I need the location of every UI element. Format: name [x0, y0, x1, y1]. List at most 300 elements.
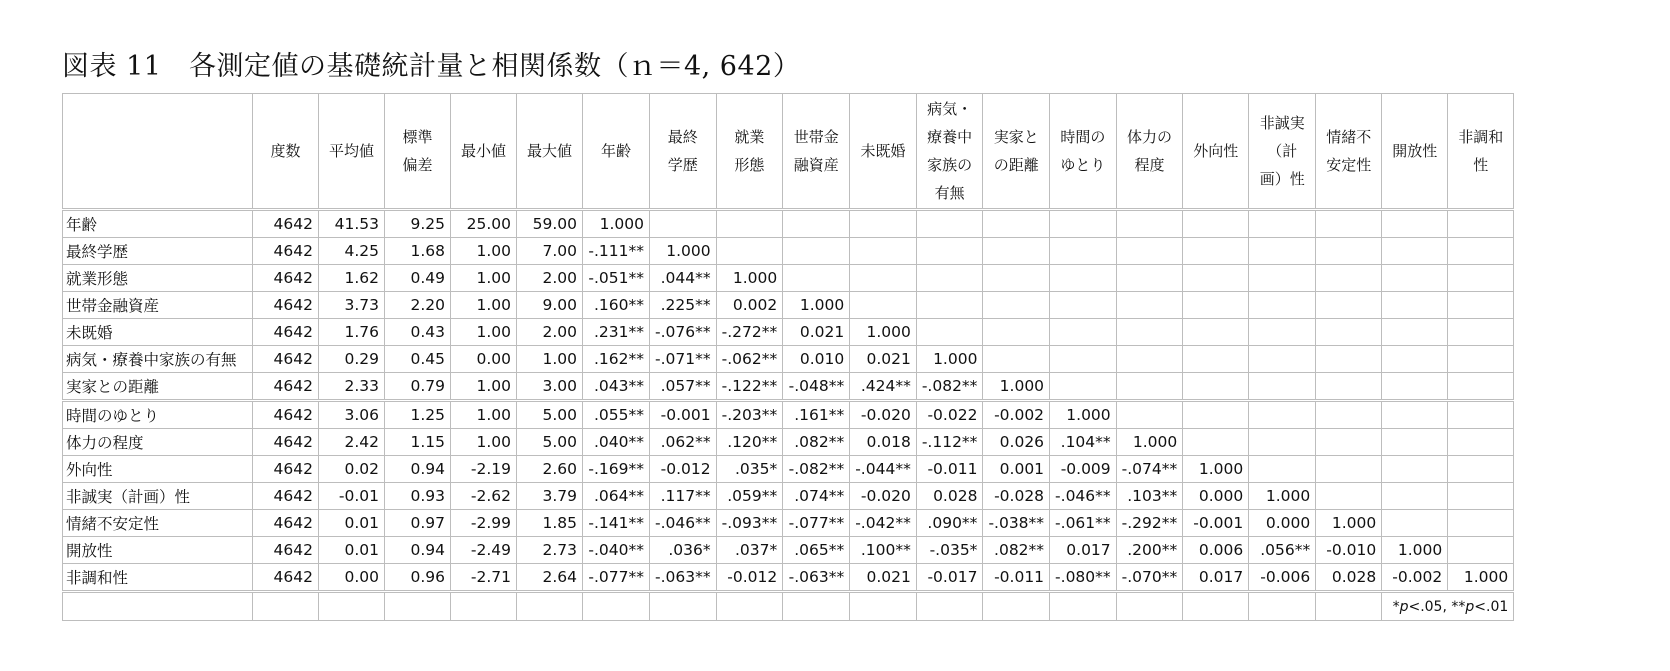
table-cell: 1.000 [583, 210, 650, 238]
row-label: 実家との距離 [63, 373, 253, 401]
table-cell: -2.49 [451, 537, 517, 564]
table-cell: .090** [916, 510, 983, 537]
table-cell [1183, 373, 1249, 401]
table-cell [850, 238, 917, 265]
table-cell: -2.19 [451, 456, 517, 483]
table-cell [983, 346, 1050, 373]
table-cell: -.040** [583, 537, 650, 564]
table-cell: 0.00 [319, 564, 385, 592]
empty-cell [1316, 592, 1382, 621]
table-row [63, 292, 1514, 319]
table-cell: -.035* [916, 537, 983, 564]
table-cell [1116, 346, 1183, 373]
table-cell: -.082** [783, 456, 850, 483]
table-cell: 2.73 [517, 537, 583, 564]
table-cell: 4642 [253, 456, 319, 483]
table-row [63, 510, 1514, 537]
table-cell: 1.000 [1448, 564, 1514, 592]
column-header: 世帯金 融資産 [783, 94, 850, 210]
table-cell: -.203** [716, 401, 783, 429]
row-label: 最終学歴 [63, 238, 253, 265]
table-cell: 1.000 [1249, 483, 1316, 510]
table-cell [1382, 373, 1448, 401]
table-cell [1249, 210, 1316, 238]
table-cell: 1.00 [451, 319, 517, 346]
table-cell: 0.018 [850, 429, 917, 456]
table-cell: 0.01 [319, 537, 385, 564]
table-cell: 3.79 [517, 483, 583, 510]
table-cell [1448, 373, 1514, 401]
table-cell: .161** [783, 401, 850, 429]
row-label: 年齢 [63, 210, 253, 238]
table-cell: 4642 [253, 292, 319, 319]
table-row [63, 564, 1514, 592]
table-cell: 2.60 [517, 456, 583, 483]
table-cell: 0.00 [451, 346, 517, 373]
table-cell: .162** [583, 346, 650, 373]
table-cell: -0.020 [850, 401, 917, 429]
table-cell [983, 210, 1050, 238]
table-cell: .082** [983, 537, 1050, 564]
table-cell: -.292** [1116, 510, 1183, 537]
table-cell [1183, 319, 1249, 346]
row-label: 情緒不安定性 [63, 510, 253, 537]
table-row [63, 483, 1514, 510]
table-cell [1382, 238, 1448, 265]
table-cell: 1.00 [451, 238, 517, 265]
table-cell [1448, 319, 1514, 346]
header-corner [63, 94, 253, 210]
table-cell: .057** [650, 373, 717, 401]
table-cell: .064** [583, 483, 650, 510]
table-cell [1249, 456, 1316, 483]
empty-cell [983, 592, 1050, 621]
table-cell [1183, 238, 1249, 265]
table-cell [1316, 456, 1382, 483]
table-cell: 0.021 [850, 564, 917, 592]
empty-cell [1116, 592, 1183, 621]
table-cell: -.169** [583, 456, 650, 483]
table-cell [1183, 265, 1249, 292]
table-cell: -.063** [783, 564, 850, 592]
empty-cell [850, 592, 917, 621]
table-cell [916, 210, 983, 238]
table-cell: 4642 [253, 537, 319, 564]
table-cell [1116, 401, 1183, 429]
table-cell [1249, 238, 1316, 265]
table-cell [1116, 319, 1183, 346]
table-cell [1382, 401, 1448, 429]
table-cell: 3.73 [319, 292, 385, 319]
table-cell: -2.99 [451, 510, 517, 537]
table-cell: .037* [716, 537, 783, 564]
table-cell [1448, 456, 1514, 483]
table-cell: .062** [650, 429, 717, 456]
table-cell: 0.79 [385, 373, 451, 401]
empty-cell [783, 592, 850, 621]
table-cell: 0.002 [716, 292, 783, 319]
table-cell [1448, 238, 1514, 265]
table-cell: .104** [1050, 429, 1117, 456]
empty-cell [650, 592, 717, 621]
table-cell [1448, 510, 1514, 537]
table-row [63, 401, 1514, 429]
table-cell: 0.010 [783, 346, 850, 373]
table-cell [1448, 346, 1514, 373]
table-cell: .059** [716, 483, 783, 510]
table-cell: 0.021 [850, 346, 917, 373]
empty-cell [253, 592, 319, 621]
table-cell [1050, 210, 1117, 238]
table-cell: .035* [716, 456, 783, 483]
table-cell [916, 265, 983, 292]
table-cell: 0.01 [319, 510, 385, 537]
table-cell [1249, 429, 1316, 456]
table-cell [1116, 292, 1183, 319]
table-cell: -.048** [783, 373, 850, 401]
empty-cell [451, 592, 517, 621]
table-cell: .200** [1116, 537, 1183, 564]
table-cell [850, 292, 917, 319]
table-cell: 0.000 [1183, 483, 1249, 510]
row-label: 非誠実（計画）性 [63, 483, 253, 510]
header-row [63, 94, 1514, 210]
table-cell [1448, 292, 1514, 319]
table-cell: 1.85 [517, 510, 583, 537]
column-header: 非誠実 （計 画）性 [1249, 94, 1316, 210]
table-cell: 0.017 [1050, 537, 1117, 564]
statistics-table [62, 93, 1514, 621]
table-cell: -0.009 [1050, 456, 1117, 483]
table-cell [1050, 292, 1117, 319]
table-cell [1382, 510, 1448, 537]
table-cell [783, 238, 850, 265]
table-cell: 0.02 [319, 456, 385, 483]
table-row [63, 346, 1514, 373]
table-cell [783, 210, 850, 238]
column-header: 時間の ゆとり [1050, 94, 1117, 210]
column-header: 最小値 [451, 94, 517, 210]
table-cell [983, 319, 1050, 346]
significance-note [1382, 592, 1514, 621]
table-cell: -.062** [716, 346, 783, 373]
table-cell [1183, 292, 1249, 319]
table-cell: -0.022 [916, 401, 983, 429]
row-label: 未既婚 [63, 319, 253, 346]
table-cell: 0.97 [385, 510, 451, 537]
table-cell: 3.06 [319, 401, 385, 429]
table-cell: 2.00 [517, 265, 583, 292]
table-cell: 59.00 [517, 210, 583, 238]
table-cell [716, 210, 783, 238]
table-cell: 4642 [253, 373, 319, 401]
table-cell: .160** [583, 292, 650, 319]
table-cell: 1.00 [451, 292, 517, 319]
table-cell: -.093** [716, 510, 783, 537]
table-cell [1050, 346, 1117, 373]
table-cell: 1.00 [451, 401, 517, 429]
column-header: 情緒不 安定性 [1316, 94, 1382, 210]
table-cell [1448, 210, 1514, 238]
table-cell: -.112** [916, 429, 983, 456]
table-cell [1316, 401, 1382, 429]
table-cell: 1.000 [650, 238, 717, 265]
table-cell: -0.010 [1316, 537, 1382, 564]
table-cell: 0.026 [983, 429, 1050, 456]
column-header: 最大値 [517, 94, 583, 210]
table-cell: 0.96 [385, 564, 451, 592]
column-header: 外向性 [1183, 94, 1249, 210]
table-cell: 0.49 [385, 265, 451, 292]
table-cell: -.122** [716, 373, 783, 401]
table-cell: -.038** [983, 510, 1050, 537]
table-cell [1050, 373, 1117, 401]
table-cell: 0.45 [385, 346, 451, 373]
table-cell [1316, 210, 1382, 238]
table-cell: -.080** [1050, 564, 1117, 592]
table-cell: 0.028 [916, 483, 983, 510]
empty-cell [716, 592, 783, 621]
table-cell: 2.42 [319, 429, 385, 456]
note-part: * [1392, 598, 1400, 615]
table-title: 図表 11 各測定値の基礎統計量と相関係数（ｎ＝4, 642） [62, 51, 801, 82]
table-cell [983, 292, 1050, 319]
table-cell: -.070** [1116, 564, 1183, 592]
column-header: 度数 [253, 94, 319, 210]
table-cell: 1.62 [319, 265, 385, 292]
table-cell [1382, 346, 1448, 373]
table-row [63, 319, 1514, 346]
table-row [63, 456, 1514, 483]
table-cell: -.071** [650, 346, 717, 373]
table-cell [983, 238, 1050, 265]
table-cell [916, 238, 983, 265]
table-cell: 1.000 [716, 265, 783, 292]
table-cell: -0.002 [1382, 564, 1448, 592]
note-part: <.01 [1474, 598, 1509, 615]
table-cell [1316, 292, 1382, 319]
table-cell [1382, 429, 1448, 456]
table-cell [1116, 265, 1183, 292]
table-cell: 4642 [253, 265, 319, 292]
table-cell [1249, 292, 1316, 319]
table-cell: 4642 [253, 510, 319, 537]
table-cell: -.063** [650, 564, 717, 592]
table-cell [1448, 483, 1514, 510]
table-cell: .056** [1249, 537, 1316, 564]
table-cell: 0.028 [1316, 564, 1382, 592]
table-cell [1382, 483, 1448, 510]
row-label: 非調和性 [63, 564, 253, 592]
table-cell: -0.028 [983, 483, 1050, 510]
table-cell: 0.001 [983, 456, 1050, 483]
table-cell [1382, 265, 1448, 292]
table-cell [1116, 373, 1183, 401]
table-cell: 7.00 [517, 238, 583, 265]
table-cell: 1.76 [319, 319, 385, 346]
row-label: 外向性 [63, 456, 253, 483]
column-header: 開放性 [1382, 94, 1448, 210]
table-cell: -0.017 [916, 564, 983, 592]
table-cell: 4642 [253, 346, 319, 373]
table-cell [650, 210, 717, 238]
table-cell: -2.71 [451, 564, 517, 592]
table-cell: 2.64 [517, 564, 583, 592]
table-cell: 1.00 [451, 265, 517, 292]
table-cell: .044** [650, 265, 717, 292]
table-cell: 4.25 [319, 238, 385, 265]
note-part: p [1465, 598, 1475, 615]
table-cell: 0.43 [385, 319, 451, 346]
row-label: 病気・療養中家族の有無 [63, 346, 253, 373]
table-cell [1183, 346, 1249, 373]
empty-cell [63, 592, 253, 621]
row-label: 就業形態 [63, 265, 253, 292]
table-cell: -.111** [583, 238, 650, 265]
table-cell: .120** [716, 429, 783, 456]
table-cell: 3.00 [517, 373, 583, 401]
table-cell: 0.94 [385, 456, 451, 483]
table-cell: -.061** [1050, 510, 1117, 537]
column-header: 非調和 性 [1448, 94, 1514, 210]
table-cell [1316, 319, 1382, 346]
table-cell: 9.25 [385, 210, 451, 238]
table-cell: -0.012 [650, 456, 717, 483]
table-cell: 1.15 [385, 429, 451, 456]
table-cell [850, 210, 917, 238]
table-cell: 1.000 [983, 373, 1050, 401]
note-part: ** [1451, 598, 1466, 615]
table-cell: 0.29 [319, 346, 385, 373]
table-cell: -0.011 [983, 564, 1050, 592]
table-row [63, 238, 1514, 265]
table-cell [1316, 373, 1382, 401]
table-cell [983, 265, 1050, 292]
table-cell: -0.012 [716, 564, 783, 592]
table-cell: -0.001 [1183, 510, 1249, 537]
table-cell [1382, 210, 1448, 238]
table-cell [1316, 346, 1382, 373]
table-cell [1382, 319, 1448, 346]
table-cell: 4642 [253, 401, 319, 429]
table-cell: -2.62 [451, 483, 517, 510]
table-cell: 1.00 [451, 373, 517, 401]
table-cell [1448, 401, 1514, 429]
table-cell: 41.53 [319, 210, 385, 238]
table-cell: 4642 [253, 210, 319, 238]
table-cell: -.042** [850, 510, 917, 537]
table-cell: -.082** [916, 373, 983, 401]
table-cell [1050, 265, 1117, 292]
table-cell: -0.011 [916, 456, 983, 483]
row-label: 世帯金融資産 [63, 292, 253, 319]
table-cell: .040** [583, 429, 650, 456]
table-cell: -.272** [716, 319, 783, 346]
column-header: 病気・ 療養中 家族の 有無 [916, 94, 983, 210]
empty-cell [319, 592, 385, 621]
column-header: 年齢 [583, 94, 650, 210]
table-cell: -.051** [583, 265, 650, 292]
table-cell [1116, 210, 1183, 238]
footnote-row [63, 592, 1514, 621]
table-cell [1050, 238, 1117, 265]
table-cell: .065** [783, 537, 850, 564]
table-cell: -0.020 [850, 483, 917, 510]
table-cell [1116, 238, 1183, 265]
table-cell: 2.20 [385, 292, 451, 319]
row-label: 時間のゆとり [63, 401, 253, 429]
table-cell [1448, 429, 1514, 456]
table-cell: 5.00 [517, 429, 583, 456]
table-cell: -0.002 [983, 401, 1050, 429]
table-cell: 0.000 [1249, 510, 1316, 537]
table-cell [1249, 401, 1316, 429]
table-cell: 1.000 [850, 319, 917, 346]
table-cell: -.076** [650, 319, 717, 346]
table-cell: 1.000 [1382, 537, 1448, 564]
table-cell: .036* [650, 537, 717, 564]
row-label: 体力の程度 [63, 429, 253, 456]
table-cell: .225** [650, 292, 717, 319]
column-header: 最終 学歴 [650, 94, 717, 210]
empty-cell [1183, 592, 1249, 621]
table-cell [1316, 429, 1382, 456]
table-cell: -.077** [783, 510, 850, 537]
empty-cell [385, 592, 451, 621]
table-cell [916, 292, 983, 319]
table-cell: -.074** [1116, 456, 1183, 483]
table-cell [916, 319, 983, 346]
empty-cell [1249, 592, 1316, 621]
column-header: 標準 偏差 [385, 94, 451, 210]
table-cell [1183, 429, 1249, 456]
column-header: 就業 形態 [716, 94, 783, 210]
table-row [63, 537, 1514, 564]
table-cell: 2.33 [319, 373, 385, 401]
table-cell: .424** [850, 373, 917, 401]
table-cell: 1.25 [385, 401, 451, 429]
table-cell: 0.017 [1183, 564, 1249, 592]
table-cell: 9.00 [517, 292, 583, 319]
table-cell [716, 238, 783, 265]
table-cell: 1.000 [916, 346, 983, 373]
table-cell: .043** [583, 373, 650, 401]
note-part: p [1399, 598, 1409, 615]
table-cell: 0.021 [783, 319, 850, 346]
table-cell: .103** [1116, 483, 1183, 510]
table-cell: 0.93 [385, 483, 451, 510]
table-cell: .100** [850, 537, 917, 564]
table-cell: .074** [783, 483, 850, 510]
table-cell: 2.00 [517, 319, 583, 346]
table-cell: -0.001 [650, 401, 717, 429]
empty-cell [1050, 592, 1117, 621]
table-cell: 1.00 [451, 429, 517, 456]
column-header: 未既婚 [850, 94, 917, 210]
table-cell [783, 265, 850, 292]
table-cell [1382, 456, 1448, 483]
table-cell [1316, 265, 1382, 292]
table-cell: .117** [650, 483, 717, 510]
table-cell: -.046** [650, 510, 717, 537]
empty-cell [916, 592, 983, 621]
empty-cell [583, 592, 650, 621]
table-cell [1448, 537, 1514, 564]
table-cell: 4642 [253, 564, 319, 592]
table-cell: 1.000 [1183, 456, 1249, 483]
table-cell: 4642 [253, 319, 319, 346]
column-header: 平均値 [319, 94, 385, 210]
